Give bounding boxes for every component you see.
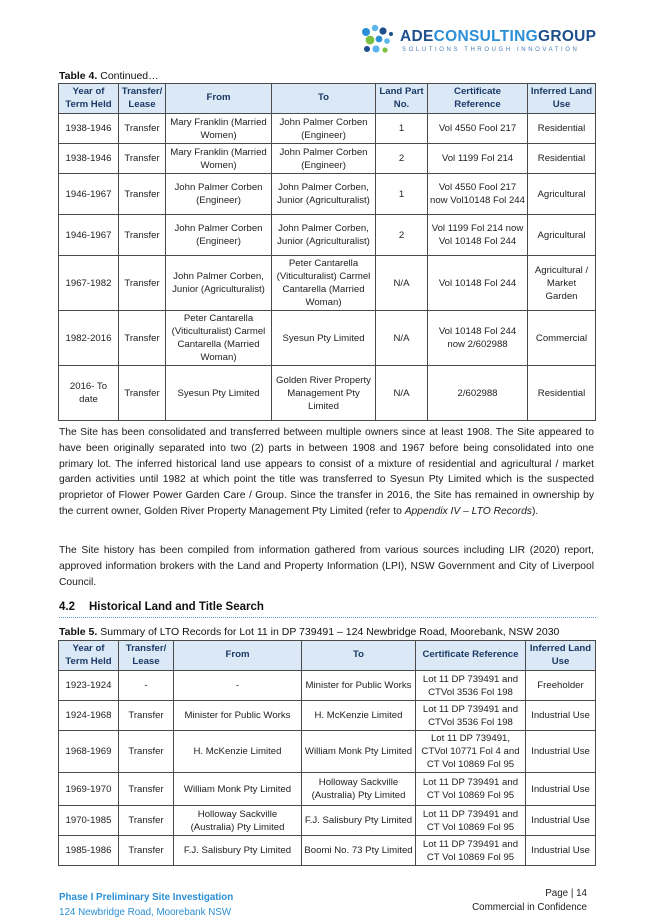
table-cell: John Palmer Corben (Engineer) — [166, 215, 272, 256]
table-cell: 1946-1967 — [59, 174, 119, 215]
table-cell: Mary Franklin (Married Women) — [166, 144, 272, 174]
table-cell: 1982-2016 — [59, 311, 119, 366]
table-cell: Transfer — [119, 773, 174, 806]
footer-document-info — [59, 890, 233, 920]
table-cell: Peter Cantarella (Viticulturalist) Carmel Cantarella (Married Woman) — [272, 256, 376, 311]
table-row — [59, 311, 596, 366]
table-cell: 1970-1985 — [59, 806, 119, 836]
column-header: From — [174, 641, 302, 671]
table-cell: N/A — [376, 311, 428, 366]
table-cell: 1967-1982 — [59, 256, 119, 311]
table-cell: John Palmer Corben (Engineer) — [272, 114, 376, 144]
table-header-row — [59, 641, 596, 671]
table-row — [59, 144, 596, 174]
site-history-paragraph: The Site has been consolidated and transferred between multiple owners since at least 1908. The Site appeared to have been originally separated into two (2) parts in between 1908 and 1967 before being consolidated into one primary lot. The inferred historical land use appears to consist of a mixture of residential and agricultural / market garden activities until 1982 at which point the title was transferred to Syesun Pty Limited which is the suspected proprietor of Flower Power Garden Care / Group. Since the transfer in 2016, the Site has remained in ownership by the current owner, Golden River Property Management Pty Limited (refer to Appendix IV – LTO Records). — [59, 427, 594, 517]
table-cell: 1924-1968 — [59, 701, 119, 731]
table-cell: Lot 11 DP 739491 and CTVol 3536 Fol 198 — [416, 701, 526, 731]
table-cell: Transfer — [119, 701, 174, 731]
sources-paragraph: The Site history has been compiled from information gathered from various sources including LIR (2020) report, approved information brokers with the Land and Property Information (LPI), NSW Government and City of Liverpool Council. — [59, 545, 594, 588]
table5 — [58, 640, 596, 866]
table-cell: Transfer — [119, 174, 166, 215]
column-header: Inferred Land Use — [528, 84, 596, 114]
table-row — [59, 671, 596, 701]
table-cell: Minister for Public Works — [174, 701, 302, 731]
table-cell: Agricultural — [528, 215, 596, 256]
appendix-reference: Appendix IV – LTO Records — [404, 505, 532, 517]
table-cell: Vol 1199 Fol 214 — [428, 144, 528, 174]
table-row — [59, 114, 596, 144]
table-cell: Commercial — [528, 311, 596, 366]
table-cell: Minister for Public Works — [302, 671, 416, 701]
table-cell: Transfer — [119, 366, 166, 421]
table-cell: N/A — [376, 256, 428, 311]
table-cell: Transfer — [119, 114, 166, 144]
table-cell: Industrial Use — [526, 806, 596, 836]
table-cell: Syesun Pty Limited — [166, 366, 272, 421]
column-header: Land Part No. — [376, 84, 428, 114]
table-cell: 2 — [376, 144, 428, 174]
table-cell: H. McKenzie Limited — [302, 701, 416, 731]
table-cell: Residential — [528, 144, 596, 174]
table-row — [59, 731, 596, 773]
column-header: To — [272, 84, 376, 114]
table-cell: Industrial Use — [526, 773, 596, 806]
table-cell: Transfer — [119, 144, 166, 174]
table5-caption: Table 5. Summary of LTO Records for Lot 11 in DP 739491 – 124 Newbridge Road, Moorebank, NSW 2030 — [59, 626, 560, 638]
footer-doc-title: Phase I Preliminary Site Investigation — [59, 892, 234, 903]
table-cell: 1 — [376, 114, 428, 144]
table-cell: 1968-1969 — [59, 731, 119, 773]
table-cell: 1969-1970 — [59, 773, 119, 806]
table-cell: Residential — [528, 366, 596, 421]
table-cell: Freeholder — [526, 671, 596, 701]
table-cell: John Palmer Corben, Junior (Agriculturalist) — [272, 174, 376, 215]
table-cell: John Palmer Corben (Engineer) — [272, 144, 376, 174]
confidentiality-note: Commercial in Confidence — [472, 902, 587, 913]
footer-page-info — [472, 887, 587, 915]
column-header: From — [166, 84, 272, 114]
table-cell: Holloway Sackville (Australia) Pty Limited — [302, 773, 416, 806]
table4 — [58, 83, 596, 421]
table-cell: Golden River Property Management Pty Limited — [272, 366, 376, 421]
table-cell: 2/602988 — [428, 366, 528, 421]
logo-mark-icon — [358, 22, 398, 60]
table-cell: Transfer — [119, 215, 166, 256]
column-header: Transfer/ Lease — [119, 84, 166, 114]
table-row — [59, 806, 596, 836]
page-number: Page | 14 — [545, 888, 587, 899]
logo-tagline: SOLUTIONS THROUGH INNOVATION — [402, 47, 580, 53]
table-cell: Lot 11 DP 739491 and CT Vol 10869 Fol 95 — [416, 836, 526, 866]
table-cell: Lot 11 DP 739491 and CTVol 3536 Fol 198 — [416, 671, 526, 701]
column-header: Inferred Land Use — [526, 641, 596, 671]
table-cell: F.J. Salisbury Pty Limited — [302, 806, 416, 836]
table-cell: John Palmer Corben, Junior (Agriculturalist) — [272, 215, 376, 256]
table-cell: 1938-1946 — [59, 114, 119, 144]
table-cell: Transfer — [119, 806, 174, 836]
table-cell: Residential — [528, 114, 596, 144]
table-cell: Agricultural — [528, 174, 596, 215]
table-cell: Vol 1199 Fol 214 now Vol 10148 Fol 244 — [428, 215, 528, 256]
table-cell: N/A — [376, 366, 428, 421]
table-cell: Agricultural / Market Garden — [528, 256, 596, 311]
section-heading: 4.2 Historical Land and Title Search — [59, 601, 596, 618]
table-cell: 1946-1967 — [59, 215, 119, 256]
column-header: To — [302, 641, 416, 671]
table-cell: John Palmer Corben, Junior (Agriculturalist) — [166, 256, 272, 311]
table-cell: 2 — [376, 215, 428, 256]
table-cell: Industrial Use — [526, 701, 596, 731]
table-cell: 1985-1986 — [59, 836, 119, 866]
table-row — [59, 773, 596, 806]
table-cell: William Monk Pty Limited — [302, 731, 416, 773]
table-cell: - — [174, 671, 302, 701]
table-row — [59, 836, 596, 866]
column-header: Transfer/ Lease — [119, 641, 174, 671]
company-logo — [358, 22, 598, 60]
table-cell: Holloway Sackville (Australia) Pty Limited — [174, 806, 302, 836]
table-cell: Lot 11 DP 739491 and CT Vol 10869 Fol 95 — [416, 806, 526, 836]
table-cell: Peter Cantarella (Viticulturalist) Carmel Cantarella (Married Woman) — [166, 311, 272, 366]
column-header: Certificate Reference — [428, 84, 528, 114]
table-cell: F.J. Salisbury Pty Limited — [174, 836, 302, 866]
table-cell: Transfer — [119, 731, 174, 773]
table-cell: John Palmer Corben (Engineer) — [166, 174, 272, 215]
table-cell: H. McKenzie Limited — [174, 731, 302, 773]
table-row — [59, 215, 596, 256]
table-cell: Syesun Pty Limited — [272, 311, 376, 366]
table-cell: 1 — [376, 174, 428, 215]
table-cell: - — [119, 671, 174, 701]
table-row — [59, 256, 596, 311]
table-cell: Lot 11 DP 739491, CTVol 10771 Fol 4 and CT Vol 10869 Fol 95 — [416, 731, 526, 773]
logo-wordmark: ADECONSULTINGGROUP — [400, 28, 597, 45]
column-header: Certificate Reference — [416, 641, 526, 671]
table-cell: Vol 4550 Fool 217 — [428, 114, 528, 144]
table-cell: Vol 10148 Fol 244 — [428, 256, 528, 311]
table-cell: Industrial Use — [526, 836, 596, 866]
table-cell: Vol 10148 Fol 244 now 2/602988 — [428, 311, 528, 366]
table-row — [59, 174, 596, 215]
table-cell: 2016- To date — [59, 366, 119, 421]
table-cell: Transfer — [119, 311, 166, 366]
table-cell: Transfer — [119, 256, 166, 311]
table-cell: Lot 11 DP 739491 and CT Vol 10869 Fol 95 — [416, 773, 526, 806]
table-cell: Mary Franklin (Married Women) — [166, 114, 272, 144]
table-cell: 1923-1924 — [59, 671, 119, 701]
footer-address: 124 Newbridge Road, Moorebank NSW — [59, 907, 232, 918]
table-header-row — [59, 84, 596, 114]
table4-caption: Table 4. Continued… — [59, 70, 159, 82]
column-header: Year of Term Held — [59, 641, 119, 671]
table-row — [59, 701, 596, 731]
column-header: Year of Term Held — [59, 84, 119, 114]
table-cell: Industrial Use — [526, 731, 596, 773]
table-cell: Boomi No. 73 Pty Limited — [302, 836, 416, 866]
table-cell: 1938-1946 — [59, 144, 119, 174]
table-cell: Vol 4550 Fool 217 now Vol10148 Fol 244 — [428, 174, 528, 215]
table-cell: William Monk Pty Limited — [174, 773, 302, 806]
table-row — [59, 366, 596, 421]
table-cell: Transfer — [119, 836, 174, 866]
